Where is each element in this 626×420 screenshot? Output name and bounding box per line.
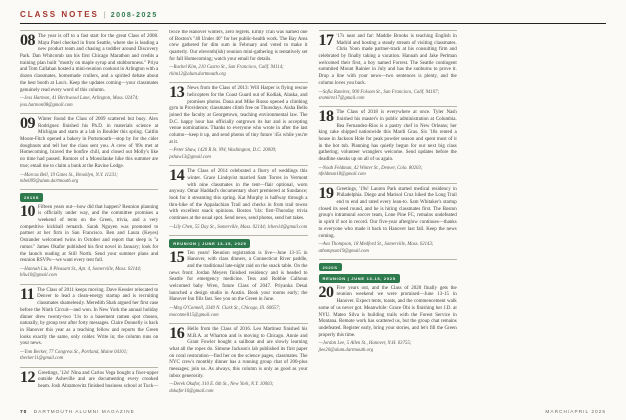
- year-numeral: 18: [318, 108, 334, 126]
- secretary-contact: —Rachel Kim, 210 Castro St., San Francisco, Calif. 94114; rkim12@alum.dartmouth.org: [169, 65, 284, 77]
- year-numeral: 15: [169, 248, 185, 266]
- secretary-contact: —Tom Becker, 77 Congress St., Portland, Maine 04101; tbecker11@gmail.com: [20, 349, 128, 362]
- class-note-section: [169, 165, 307, 231]
- note-paragraph: Ten years! Reunion registration is live—June 13-15 in Hanover, with class dinners, a Connecticut River paddle, and the traditional late-night raid on the snack table. On the news front: Jordan Meyers finished residency and is headed to Seattle for emergency medicine. Tess and Robbie Calhoun welcomed baby Wren, future Class of 2047. Priyanka Desai launched a design studio in Austin. Book your rooms early; the Hanover Inn fills fast. See you on the Green in June.: [169, 250, 308, 303]
- secretary-contact: —Sofia Ramirez, 900 Folsom St., San Francisco, Calif. 94107; sramirez17@gmail.com: [318, 89, 440, 101]
- secretary-contact: —Hannah Liu, 8 Pleasant St., Apt. 4, Somerville, Mass. 02144; hliu10@gmail.com: [20, 266, 142, 279]
- note-paragraph: Greetings, '19s! Lauren Park started medical residency in Philadelphia. Diego and Marisol Cruz hiked the Long Trail end to end and rated every lean-to. Sam Whitaker's startup closed its seed round, and he is hiring classmates first. The Boston group's intramural soccer team, Lone Pine FC, remains undefeated in spirit if not in record. Our five-year afterglow continues—thanks to everyone who made it back to Hanover last fall. Keep the news coming.: [318, 186, 457, 239]
- year-numeral: 20: [318, 283, 334, 301]
- note-paragraph: The Class of 2018 is everywhere at once. Tyler Nash finished his master's in public administration at Columbia. Bea Fernandez-Rios is a pastry chef in New Orleans; her king cake shipped nationwide this Mardi Gras. Six '18s rented a house in Jackson Hole for peak powder season and spent most of it in the hot tub. Planning has quietly begun for our next big class gathering; volunteer wranglers welcome. Send updates before the deadline sneaks up on all of us again.: [318, 110, 457, 163]
- page-title: CLASS NOTES: [20, 10, 99, 19]
- year-numeral: 16: [169, 324, 185, 342]
- year-numeral: 14: [169, 167, 185, 185]
- note-paragraph: The Class of 2014 celebrated a flurry of weddings this winter. Grace Lindqvist married Sam Torres in Vermont with nine classmates in the tent—flair optional, worn anyway. Omar Haddad's documentary short premiered at Sundance; look for it streaming this spring. Kat Murphy is halfway through a thru-hike of the Appalachian Trail and checks in from trail towns with excellent snack opinions. Boston '14s: first-Thursday trivia continues at the usual spot. Send news, send photos, send hot takes.: [169, 169, 308, 222]
- secretary-contact: —Peter Shaw, 1420 R St. NW, Washington, D.C. 20009; pshaw13@gmail.com: [169, 148, 277, 160]
- secretary-contact: —Meg O'Connell, 3340 N. Clark St., Chicago, Ill. 60657; moconnell15@gmail.com: [169, 306, 281, 318]
- year-numeral: 10: [20, 202, 35, 220]
- class-years-range: 2008-2025: [110, 12, 158, 19]
- section-masthead: [20, 10, 606, 19]
- secretary-contact: —Derek Okafor, 310 E. 6th St., New York, N.Y. 10003; dokafor16@gmail.com: [169, 382, 274, 394]
- page-number: 70: [20, 410, 28, 415]
- note-paragraph: Fifteen years out—how did that happen? Reunion planning is officially under way, and the committee promises a weekend of tents on the Green, trivia, and a very competitive kickball rematch. Sarah Nguyen was promoted to partner at her firm in San Francisco. Ben and Laura (Keyes) Ostrander welcomed twins in October and report that sleep is "a rumor." James Okafor published his first novel in January; look for the launch reading at Still North. Send your summer plans and reunion RSVPs—we want every tent full.: [20, 204, 159, 264]
- reunion-badge: REUNION | JUNE 13-15, 2025: [169, 239, 250, 247]
- secretary-contact: —Ava Thompson, 18 Medford St., Somerville, Mass. 02143; athompson19@gmail.com: [318, 242, 434, 254]
- issue-date: MARCH/APRIL 2025: [545, 410, 606, 415]
- secretary-contact: —Jordan Lee, 5 Allen St., Hanover, N.H. 03755; jlee20@alum.dartmouth.org: [318, 341, 412, 353]
- year-numeral: 19: [318, 184, 334, 202]
- year-numeral: 08: [20, 32, 35, 49]
- note-paragraph: News from the Class of 2013: Will Harper is flying rescue helicopters for the Coast Guard out of Kodiak, Alaska, and promises photos. Dana and Mike Russo opened a climbing gym in Providence; classmates climb free on Thursdays. Aisha Bello joined the faculty at Georgetown, teaching environmental law. The D.C. happy hour has officially outgrown its bar and is accepting venue nominations. Thanks to everyone who wrote in after the last column—keep it up, and send photos of tiny future '45s while you're at it.: [169, 86, 308, 145]
- year-numeral: 13: [169, 84, 185, 102]
- note-paragraph: Greetings, '12s! Nina and Carlos Vega bought a fixer-upper outside Asheville and are documenting every crooked beam. Josh Abramowitz finished business school at Tuck—twice the Hanover winters, zero regrets. Emily Tran was named one of Boston's "40 Under 40" for her public-health work. The Bay Area crew gathered for dim sum in February and voted to make it quarterly. Our eleventh(ish) reunion mini-gathering is tentatively set for fall Homecoming; watch your email for details.: [38, 30, 308, 390]
- page-footer: [20, 410, 606, 415]
- reunion-badge: 2020S: [319, 263, 342, 271]
- reunion-badge: REUNION | JUNE 13-15, 2025: [319, 274, 400, 282]
- footer-left: [20, 410, 135, 415]
- note-paragraph: The year is off to a fast start for the great Class of 2008. Maya Patel checked in from Seattle, where she is leading a new product team and chasing a toddler around Discovery Park. Dan Whitcomb ran his first Chicago Marathon and credits a training plan built "mostly on maple syrup and stubbornness." Priya and Tom Callahan hosted a mini-reunion cookout in Arlington with a dozen classmates, homemade crullers, and a spirited debate about the best booth at Lou's. Keep the updates coming—your classmates genuinely read every word of this column.: [20, 34, 159, 93]
- secretary-contact: —Noah Feldman, 42 Winter St., Denver, Colo. 80203; nfeldman18@gmail.com: [318, 165, 423, 178]
- note-paragraph: '17s near and far: Maddie Brooks is teaching English in Madrid and hosting a steady stream of visiting classmates. Chris Yoon made partner-track at his consulting firm and celebrated by finally taking a vacation. Hannah and Jake Perlman welcomed their first, a boy named Forrest. The Seattle contingent summited Mount Rainier in July and has the sunburns to prove it. Drop a line with your news—two sentences is plenty, and the column loves you back.: [318, 34, 457, 86]
- note-paragraph: Winter found the Class of 2009 scattered but busy. Alex Rodriguez finished his Ph.D. in materials science at Michigan and starts at a lab in Boulder this spring. Caitlin Moore-Fitch opened a bakery in Portsmouth—stop by for the cider doughnuts and tell her the class sent you. A crew of '09s met at Homecoming, braved the bonfire chill, and closed out Molly's like no time had passed. Rumors of a Moosilauke hike this summer are true; email me to claim a bunk at the Ravine Lodge.: [20, 117, 159, 169]
- notes-columns: [20, 30, 606, 396]
- magazine-name: DARTMOUTH ALUMNI MAGAZINE: [33, 410, 135, 415]
- secretary-contact: —Lily Chen, 55 Day St., Somerville, Mass. 02144; lchen14@gmail.com: [169, 224, 308, 230]
- class-note-section: [319, 259, 457, 354]
- class-note-section: [169, 323, 307, 395]
- year-numeral: 11: [20, 285, 35, 303]
- reunion-badge: 2010S: [20, 193, 43, 201]
- year-numeral: 12: [20, 368, 35, 386]
- note-paragraph: Hello from the Class of 2016. Leo Martinez finished his M.B.A. at Wharton and is moving to Chicago. Annie and Grant Fowler bought a sailboat and are slowly learning what all the ropes do. Simone Jackson's lab published its first paper on coral restoration—find her on the science pages, classmates. The NYC crew's monthly dinner has a running group chat of 200-plus messages; join us. As always, this column is only as good as your inbox generosity.: [169, 326, 308, 379]
- class-note-section: [20, 284, 158, 363]
- class-note-section: [20, 30, 158, 109]
- class-note-section: [319, 30, 457, 102]
- class-note-section: [169, 235, 307, 319]
- year-numeral: 09: [20, 115, 35, 133]
- class-note-section: [319, 106, 457, 178]
- masthead-separator: |: [103, 12, 106, 19]
- secretary-contact: —Jess Harmon, 41 Birchwood Lane, Arlington, Mass. 02474; jess.harmon08@gmail.com: [20, 96, 139, 108]
- year-numeral: 17: [318, 32, 334, 49]
- masthead-rule: [20, 23, 606, 24]
- class-note-section: [319, 183, 457, 255]
- secretary-contact: —Marcus Bell, 19 Gates St., Brooklyn, N.Y. 11231; mbell09@alum.dartmouth.org: [20, 172, 118, 184]
- class-note-section: [20, 189, 158, 279]
- class-note-section: [169, 82, 307, 161]
- note-paragraph: Five years out, and the Class of 2020 finally gets the reunion weekend we were promised—June 13-15 in Hanover. Expect tents, toasts, and the commencement walk some of us never got. Meanwhile: Grace Obi is finishing her J.D. at NYU. Mateo Silva is building trails with the Forest Service in Montana. Remote work has scattered us, but the group chat remains undefeated. Register early, bring your stories, and let's fill the Green properly this time.: [318, 285, 457, 338]
- class-note-section: [20, 113, 158, 185]
- note-paragraph: The Class of 2011 keeps moving. Dave Kessler relocated to Denver to lead a clean-energy startup and is recruiting classmates shamelessly. Meredith Shah argued her first case before the Ninth Circuit—and won. In New York the annual holiday dinner drew twenty-two '11s to a basement ramen spot chosen, naturally, by group text after forty messages. Claire Donnelly is back in Hanover this year as a teaching fellow and reports the Green looks exactly the same, only colder. Write in; the column runs on your news.: [20, 287, 159, 347]
